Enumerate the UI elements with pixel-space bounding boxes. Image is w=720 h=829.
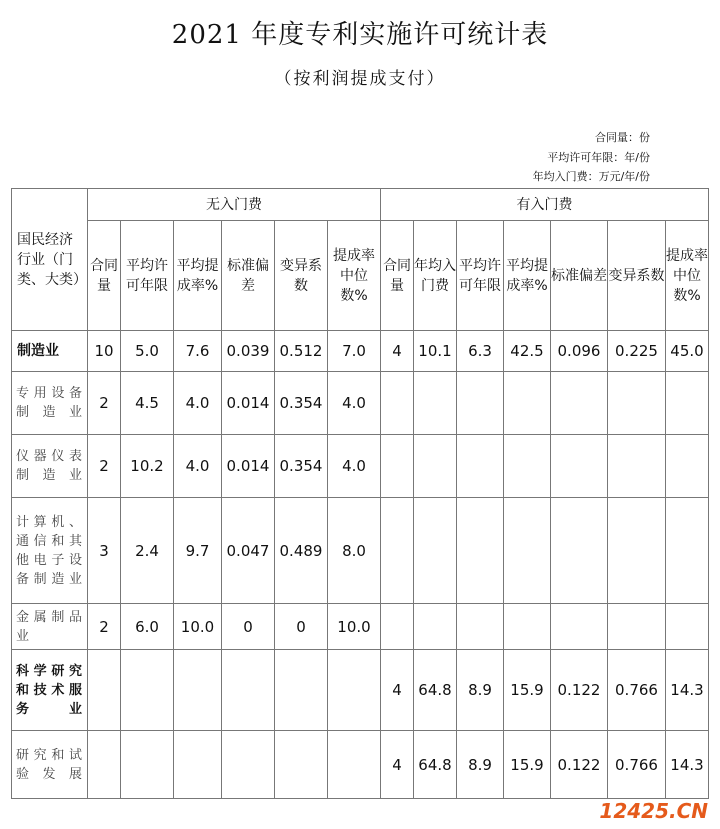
cell: 10.2 — [121, 435, 174, 498]
cell — [414, 435, 457, 498]
cell: 4.5 — [121, 372, 174, 435]
cell — [551, 604, 608, 650]
header-row-groups — [12, 189, 709, 221]
cell: 10.0 — [174, 604, 222, 650]
header-median-fee: 提成率中位数% — [666, 221, 709, 331]
header-group-fee: 有入门费 — [381, 189, 709, 221]
cell — [666, 604, 709, 650]
cell — [121, 731, 174, 799]
cell: 2 — [88, 604, 121, 650]
cell: 0.122 — [551, 731, 608, 799]
cell — [174, 731, 222, 799]
table-row — [12, 372, 709, 435]
header-row-columns — [12, 221, 709, 331]
page-subtitle: （按利润提成支付） — [274, 69, 446, 89]
cell — [328, 731, 381, 799]
cell — [608, 435, 666, 498]
cell: 45.0 — [666, 331, 709, 372]
cell: 8.9 — [457, 731, 504, 799]
cell — [381, 498, 414, 604]
cell: 0.225 — [608, 331, 666, 372]
cell: 0.512 — [275, 331, 328, 372]
cell — [457, 372, 504, 435]
table-row — [12, 435, 709, 498]
cell: 4 — [381, 650, 414, 731]
cell: 10.0 — [328, 604, 381, 650]
cell: 64.8 — [414, 650, 457, 731]
header-contracts: 合同量 — [88, 221, 121, 331]
unit-notes — [533, 128, 650, 187]
cell: 0 — [222, 604, 275, 650]
cell — [457, 498, 504, 604]
cell — [551, 372, 608, 435]
cell: 0.766 — [608, 650, 666, 731]
cell: 6.0 — [121, 604, 174, 650]
cell — [504, 498, 551, 604]
cell: 9.7 — [174, 498, 222, 604]
site-watermark: 12425.CN — [599, 799, 708, 823]
cell: 4 — [381, 731, 414, 799]
cell: 10 — [88, 331, 121, 372]
cell — [666, 435, 709, 498]
cell: 0.039 — [222, 331, 275, 372]
cell: 0.096 — [551, 331, 608, 372]
cell: 8.0 — [328, 498, 381, 604]
cell: 2 — [88, 435, 121, 498]
cell: 10.1 — [414, 331, 457, 372]
cell: 2.4 — [121, 498, 174, 604]
cell — [381, 372, 414, 435]
header-avg-years-fee: 平均许可年限 — [457, 221, 504, 331]
header-cv-fee: 变异系数 — [608, 221, 666, 331]
cell: 0.354 — [275, 435, 328, 498]
cell: 0.489 — [275, 498, 328, 604]
cell — [174, 650, 222, 731]
cell — [608, 498, 666, 604]
cell: 7.6 — [174, 331, 222, 372]
cell — [381, 604, 414, 650]
header-industry: 国民经济行业（门类、大类） — [12, 189, 88, 331]
row-label: 研究和试验发展 — [12, 731, 88, 799]
cell: 0.014 — [222, 372, 275, 435]
cell: 3 — [88, 498, 121, 604]
cell — [504, 604, 551, 650]
row-label: 计算机、通信和其他电子设备制造业 — [12, 498, 88, 604]
cell: 14.3 — [666, 731, 709, 799]
cell: 4.0 — [328, 372, 381, 435]
license-statistics-table — [11, 188, 709, 799]
unit-note-years: 平均许可年限：年/份 — [547, 150, 650, 164]
cell: 0.122 — [551, 650, 608, 731]
cell: 0.014 — [222, 435, 275, 498]
cell — [551, 435, 608, 498]
row-label: 制造业 — [12, 331, 88, 372]
cell: 5.0 — [121, 331, 174, 372]
header-avg-years: 平均许可年限 — [121, 221, 174, 331]
cell: 42.5 — [504, 331, 551, 372]
cell: 8.9 — [457, 650, 504, 731]
cell — [457, 604, 504, 650]
header-cv: 变异系数 — [275, 221, 328, 331]
cell — [121, 650, 174, 731]
cell — [666, 498, 709, 604]
header-group-no-fee: 无入门费 — [88, 189, 381, 221]
cell: 4.0 — [174, 435, 222, 498]
header-annual-fee: 年均入门费 — [414, 221, 457, 331]
table-row — [12, 731, 709, 799]
cell — [275, 650, 328, 731]
cell — [328, 650, 381, 731]
header-median: 提成率中位数% — [328, 221, 381, 331]
cell: 15.9 — [504, 650, 551, 731]
row-label: 科学研究和技术服务业 — [12, 650, 88, 731]
cell: 15.9 — [504, 731, 551, 799]
cell — [414, 372, 457, 435]
table-row — [12, 331, 709, 372]
cell — [608, 372, 666, 435]
cell — [666, 372, 709, 435]
cell: 0.047 — [222, 498, 275, 604]
cell — [381, 435, 414, 498]
header-avg-rate: 平均提成率% — [174, 221, 222, 331]
header-std-fee: 标准偏差 — [551, 221, 608, 331]
row-label: 仪器仪表制造业 — [12, 435, 88, 498]
header-std: 标准偏差 — [222, 221, 275, 331]
cell — [222, 650, 275, 731]
row-label: 专用设备制造业 — [12, 372, 88, 435]
cell: 6.3 — [457, 331, 504, 372]
cell: 0 — [275, 604, 328, 650]
cell: 0.766 — [608, 731, 666, 799]
row-label: 金属制品业 — [12, 604, 88, 650]
header-contracts-fee: 合同量 — [381, 221, 414, 331]
cell: 4.0 — [174, 372, 222, 435]
cell — [457, 435, 504, 498]
cell: 2 — [88, 372, 121, 435]
cell — [504, 435, 551, 498]
unit-note-contracts: 合同量：份 — [595, 131, 650, 144]
table-row — [12, 498, 709, 604]
cell — [88, 650, 121, 731]
cell: 7.0 — [328, 331, 381, 372]
unit-note-fee: 年均入门费：万元/年/份 — [532, 170, 650, 183]
cell — [222, 731, 275, 799]
cell — [88, 731, 121, 799]
page-title: 2021 年度专利实施许可统计表 — [171, 20, 549, 50]
cell — [414, 604, 457, 650]
cell — [608, 604, 666, 650]
cell: 64.8 — [414, 731, 457, 799]
cell: 4 — [381, 331, 414, 372]
cell — [414, 498, 457, 604]
cell — [551, 498, 608, 604]
table-row — [12, 604, 709, 650]
cell — [504, 372, 551, 435]
cell — [275, 731, 328, 799]
cell: 14.3 — [666, 650, 709, 731]
header-avg-rate-fee: 平均提成率% — [504, 221, 551, 331]
cell: 0.354 — [275, 372, 328, 435]
table-row — [12, 650, 709, 731]
cell: 4.0 — [328, 435, 381, 498]
